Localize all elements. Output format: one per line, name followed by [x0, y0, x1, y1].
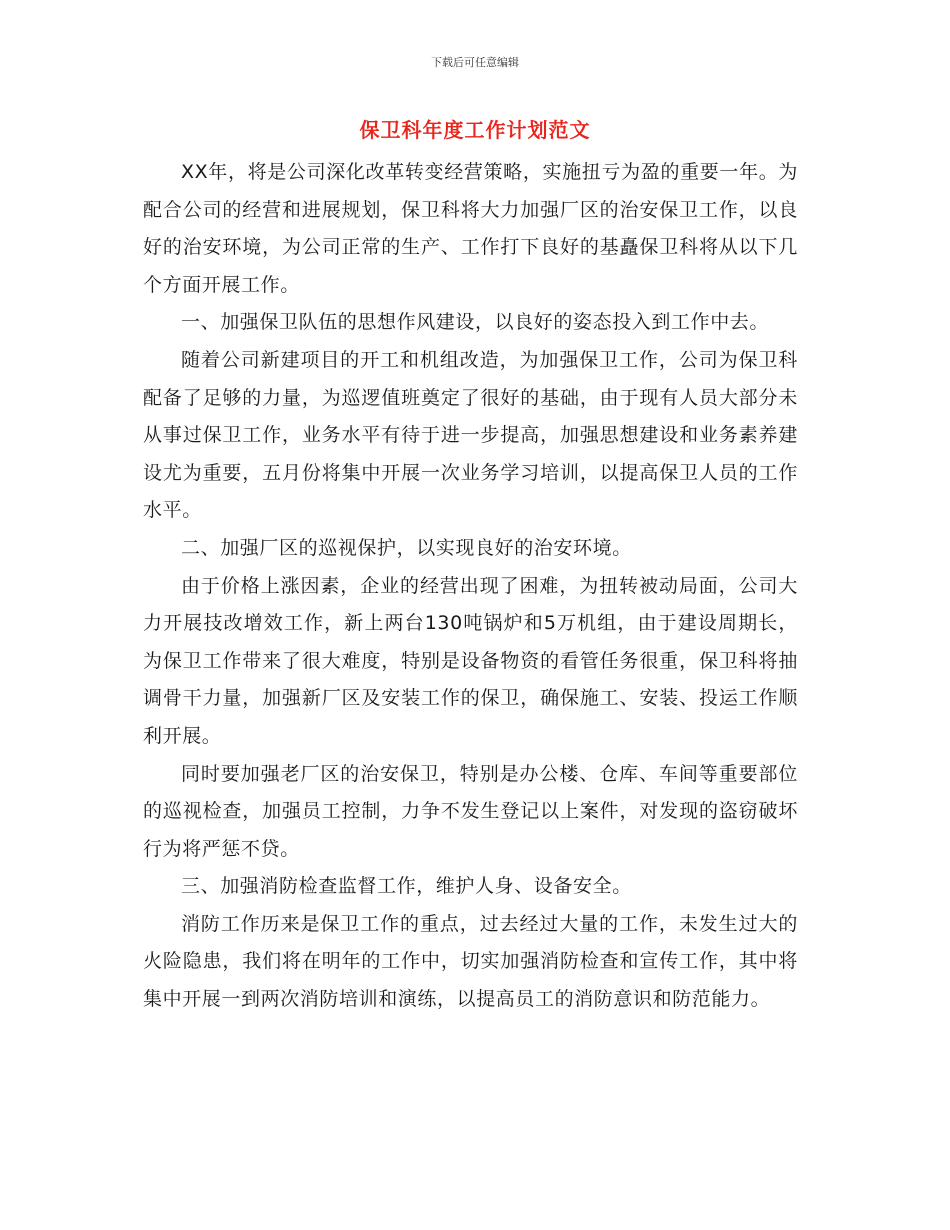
paragraph: 消防工作历来是保卫工作的重点，过去经过大量的工作，未发生过大的火险隐患，我们将在明年的工作中，切实加强消防检查和宣传工作，其中将集中开展一到两次消防培训和演练，以提高员工的消防意识和防范能力。 [143, 912, 798, 1011]
document-title: 保卫科年度工作计划范文 [359, 118, 591, 142]
paragraph: 同时要加强老厂区的治安保卫，特别是办公楼、仓库、车间等重要部位的巡视检查，加强员工控制，力争不发生登记以上案件，对发现的盗窃破坏行为将严惩不贷。 [143, 762, 798, 860]
section-heading-2: 二、加强厂区的巡视保护，以实现良好的治安环境。 [181, 536, 632, 559]
header-note: 下载后可任意编辑 [431, 56, 519, 69]
section-heading-1: 一、加强保卫队伍的思想作风建设，以良好的姿态投入到工作中去。 [181, 311, 770, 334]
paragraph-intro: XX年，将是公司深化改革转变经营策略，实施扭亏为盈的重要一年。为配合公司的经营和进展规划，保卫科将大力加强厂区的治安保卫工作，以良好的治安环境，为公司正常的生产、工作打下良好的基矗保卫科将从以下几个方面开展工作。 [143, 161, 798, 296]
paragraph: 随着公司新建项目的开工和机组改造，为加强保卫工作，公司为保卫科配备了足够的力量，为巡逻值班奠定了很好的基础，由于现有人员大部分未从事过保卫工作，业务水平有待于进一步提高，加强思想建设和业务素养建设尤为重要，五月份将集中开展一次业务学习培训，以提高保卫人员的工作水平。 [143, 348, 798, 522]
document-body [143, 154, 798, 1019]
paragraph: 由于价格上涨因素，企业的经营出现了困难，为扭转被动局面，公司大力开展技改增效工作，新上两台130吨锅炉和5万机组，由于建设周期长，为保卫工作带来了很大难度，特别是设备物资的看管任务很重，保卫科将抽调骨干力量，加强新厂区及安装工作的保卫，确保施工、安装、投运工作顺利开展。 [143, 574, 798, 747]
section-heading-3: 三、加强消防检查监督工作，维护人身、设备安全。 [181, 875, 632, 898]
